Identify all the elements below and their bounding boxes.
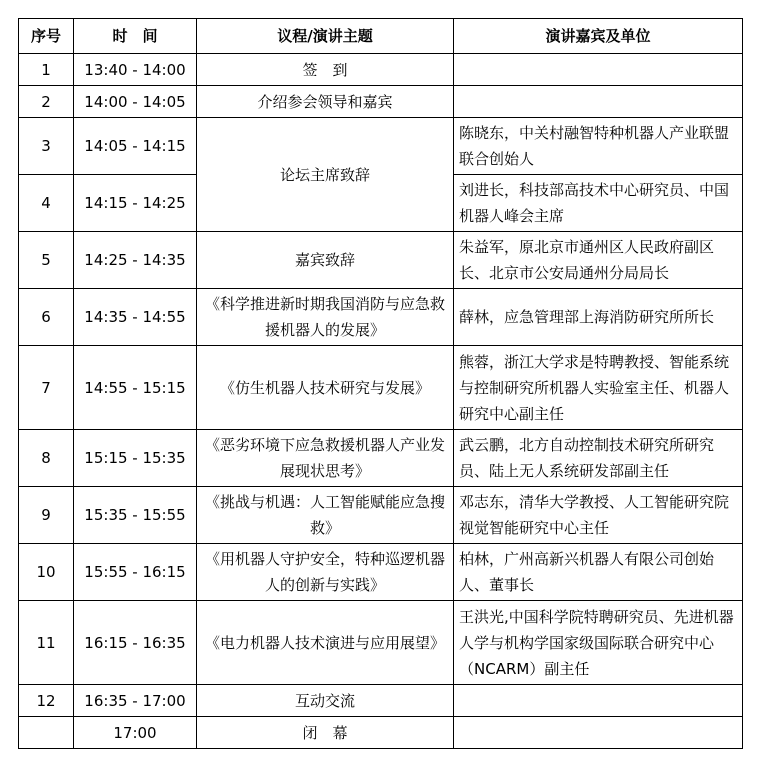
row-topic: 《挑战与机遇：人工智能赋能应急搜救》 bbox=[197, 487, 454, 544]
row-number: 2 bbox=[19, 86, 74, 118]
row-time: 14:00 - 14:05 bbox=[74, 86, 197, 118]
row-speaker bbox=[454, 717, 743, 749]
table-row bbox=[19, 544, 743, 601]
row-number: 7 bbox=[19, 346, 74, 430]
header-topic: 议程/演讲主题 bbox=[197, 19, 454, 54]
header-speaker: 演讲嘉宾及单位 bbox=[454, 19, 743, 54]
table-row bbox=[19, 601, 743, 685]
row-time: 14:35 - 14:55 bbox=[74, 289, 197, 346]
row-topic: 介绍参会领导和嘉宾 bbox=[197, 86, 454, 118]
row-time: 15:55 - 16:15 bbox=[74, 544, 197, 601]
row-speaker: 熊蓉，浙江大学求是特聘教授、智能系统与控制研究所机器人实验室主任、机器人研究中心副主任 bbox=[454, 346, 743, 430]
row-speaker: 柏林，广州高新兴机器人有限公司创始人、董事长 bbox=[454, 544, 743, 601]
row-number: 11 bbox=[19, 601, 74, 685]
row-time: 14:15 - 14:25 bbox=[74, 175, 197, 232]
row-topic: 闭 幕 bbox=[197, 717, 454, 749]
row-topic: 论坛主席致辞 bbox=[197, 118, 454, 232]
row-time: 14:05 - 14:15 bbox=[74, 118, 197, 175]
row-speaker: 朱益军，原北京市通州区人民政府副区长、北京市公安局通州分局局长 bbox=[454, 232, 743, 289]
table-row bbox=[19, 346, 743, 430]
table-row bbox=[19, 232, 743, 289]
row-number bbox=[19, 717, 74, 749]
row-speaker: 武云鹏，北方自动控制技术研究所研究员、陆上无人系统研发部副主任 bbox=[454, 430, 743, 487]
row-number: 6 bbox=[19, 289, 74, 346]
row-speaker: 邓志东，清华大学教授、人工智能研究院视觉智能研究中心主任 bbox=[454, 487, 743, 544]
row-topic: 签 到 bbox=[197, 54, 454, 86]
table-row bbox=[19, 430, 743, 487]
row-time: 16:15 - 16:35 bbox=[74, 601, 197, 685]
row-time: 16:35 - 17:00 bbox=[74, 685, 197, 717]
row-time: 15:35 - 15:55 bbox=[74, 487, 197, 544]
table-row bbox=[19, 487, 743, 544]
row-speaker: 刘进长，科技部高技术中心研究员、中国机器人峰会主席 bbox=[454, 175, 743, 232]
row-time: 14:55 - 15:15 bbox=[74, 346, 197, 430]
row-topic: 互动交流 bbox=[197, 685, 454, 717]
row-number: 1 bbox=[19, 54, 74, 86]
row-number: 10 bbox=[19, 544, 74, 601]
table-row bbox=[19, 118, 743, 175]
agenda-table bbox=[18, 18, 743, 749]
row-time: 15:15 - 15:35 bbox=[74, 430, 197, 487]
row-number: 8 bbox=[19, 430, 74, 487]
row-time: 13:40 - 14:00 bbox=[74, 54, 197, 86]
row-number: 4 bbox=[19, 175, 74, 232]
row-speaker bbox=[454, 86, 743, 118]
row-number: 5 bbox=[19, 232, 74, 289]
row-topic: 《科学推进新时期我国消防与应急救援机器人的发展》 bbox=[197, 289, 454, 346]
row-speaker bbox=[454, 54, 743, 86]
table-header-row bbox=[19, 19, 743, 54]
row-speaker bbox=[454, 685, 743, 717]
header-number: 序号 bbox=[19, 19, 74, 54]
row-speaker: 薛林，应急管理部上海消防研究所所长 bbox=[454, 289, 743, 346]
table-row bbox=[19, 685, 743, 717]
table-row bbox=[19, 717, 743, 749]
row-topic: 《用机器人守护安全，特种巡逻机器人的创新与实践》 bbox=[197, 544, 454, 601]
row-topic: 嘉宾致辞 bbox=[197, 232, 454, 289]
row-topic: 《仿生机器人技术研究与发展》 bbox=[197, 346, 454, 430]
row-number: 12 bbox=[19, 685, 74, 717]
row-time: 14:25 - 14:35 bbox=[74, 232, 197, 289]
table-row bbox=[19, 289, 743, 346]
row-speaker: 陈晓东，中关村融智特种机器人产业联盟联合创始人 bbox=[454, 118, 743, 175]
row-number: 9 bbox=[19, 487, 74, 544]
row-topic: 《电力机器人技术演进与应用展望》 bbox=[197, 601, 454, 685]
row-time: 17:00 bbox=[74, 717, 197, 749]
header-time: 时 间 bbox=[74, 19, 197, 54]
row-speaker: 王洪光,中国科学院特聘研究员、先进机器人学与机构学国家级国际联合研究中心（NCARM）副主任 bbox=[454, 601, 743, 685]
row-number: 3 bbox=[19, 118, 74, 175]
row-topic: 《恶劣环境下应急救援机器人产业发展现状思考》 bbox=[197, 430, 454, 487]
table-row bbox=[19, 86, 743, 118]
table-row bbox=[19, 54, 743, 86]
